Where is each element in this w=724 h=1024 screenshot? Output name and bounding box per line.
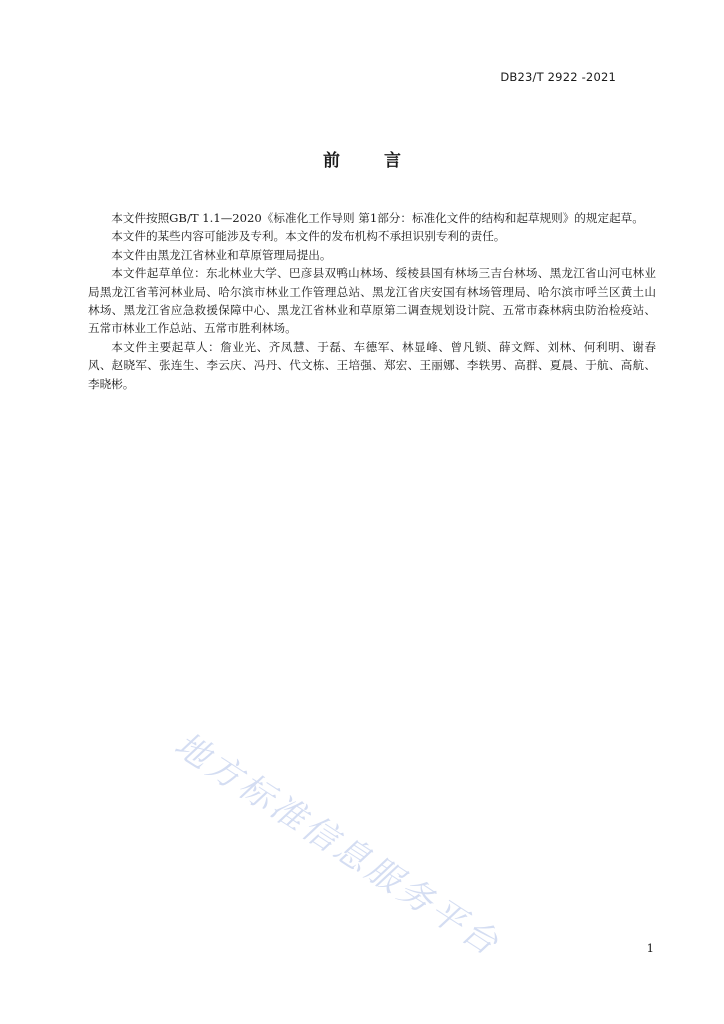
page-title: 前言 [323,151,445,171]
paragraph-patent-notice: 本文件的某些内容可能涉及专利。本文件的发布机构不承担识别专利的责任。 [111,229,506,244]
document-code: DB23/T 2922 -2021 [500,70,616,84]
page-number: 1 [646,941,654,955]
paragraph-drafting-rules: 本文件按照GB/T 1.1—2020《标准化工作导则 第1部分：标准化文件的结构和起草规则》的规定起草。 [111,211,644,225]
paragraph-drafters: 本文件主要起草人：詹业光、齐凤慧、于磊、车德军、林显峰、曾凡锁、薛文辉、刘林、何利明、谢春风、赵晓军、张连生、李云庆、冯丹、代文栋、王培强、郑宏、王丽娜、李轶男、高群、夏晨、于航、高航、李晓彬。 [88,339,656,391]
paragraph-proposer: 本文件由黑龙江省林业和草原管理局提出。 [111,247,332,262]
paragraph-drafting-units: 本文件起草单位：东北林业大学、巴彦县双鸭山林场、绥棱县国有林场三吉台林场、黑龙江省山河屯林业局黑龙江省苇河林业局、哈尔滨市林业工作管理总站、黑龙江省庆安国有林场管理局、哈尔滨市呼兰区黄土山林场、黑龙江省应急救援保障中心、黑龙江省林业和草原第二调查规划设计院、五常市森林病虫防治检疫站、五常市林业工作总站、五常市胜利林场。 [88,266,656,336]
watermark: 地方标准信息服务平台 [167,724,508,966]
foreword-body [88,209,656,393]
